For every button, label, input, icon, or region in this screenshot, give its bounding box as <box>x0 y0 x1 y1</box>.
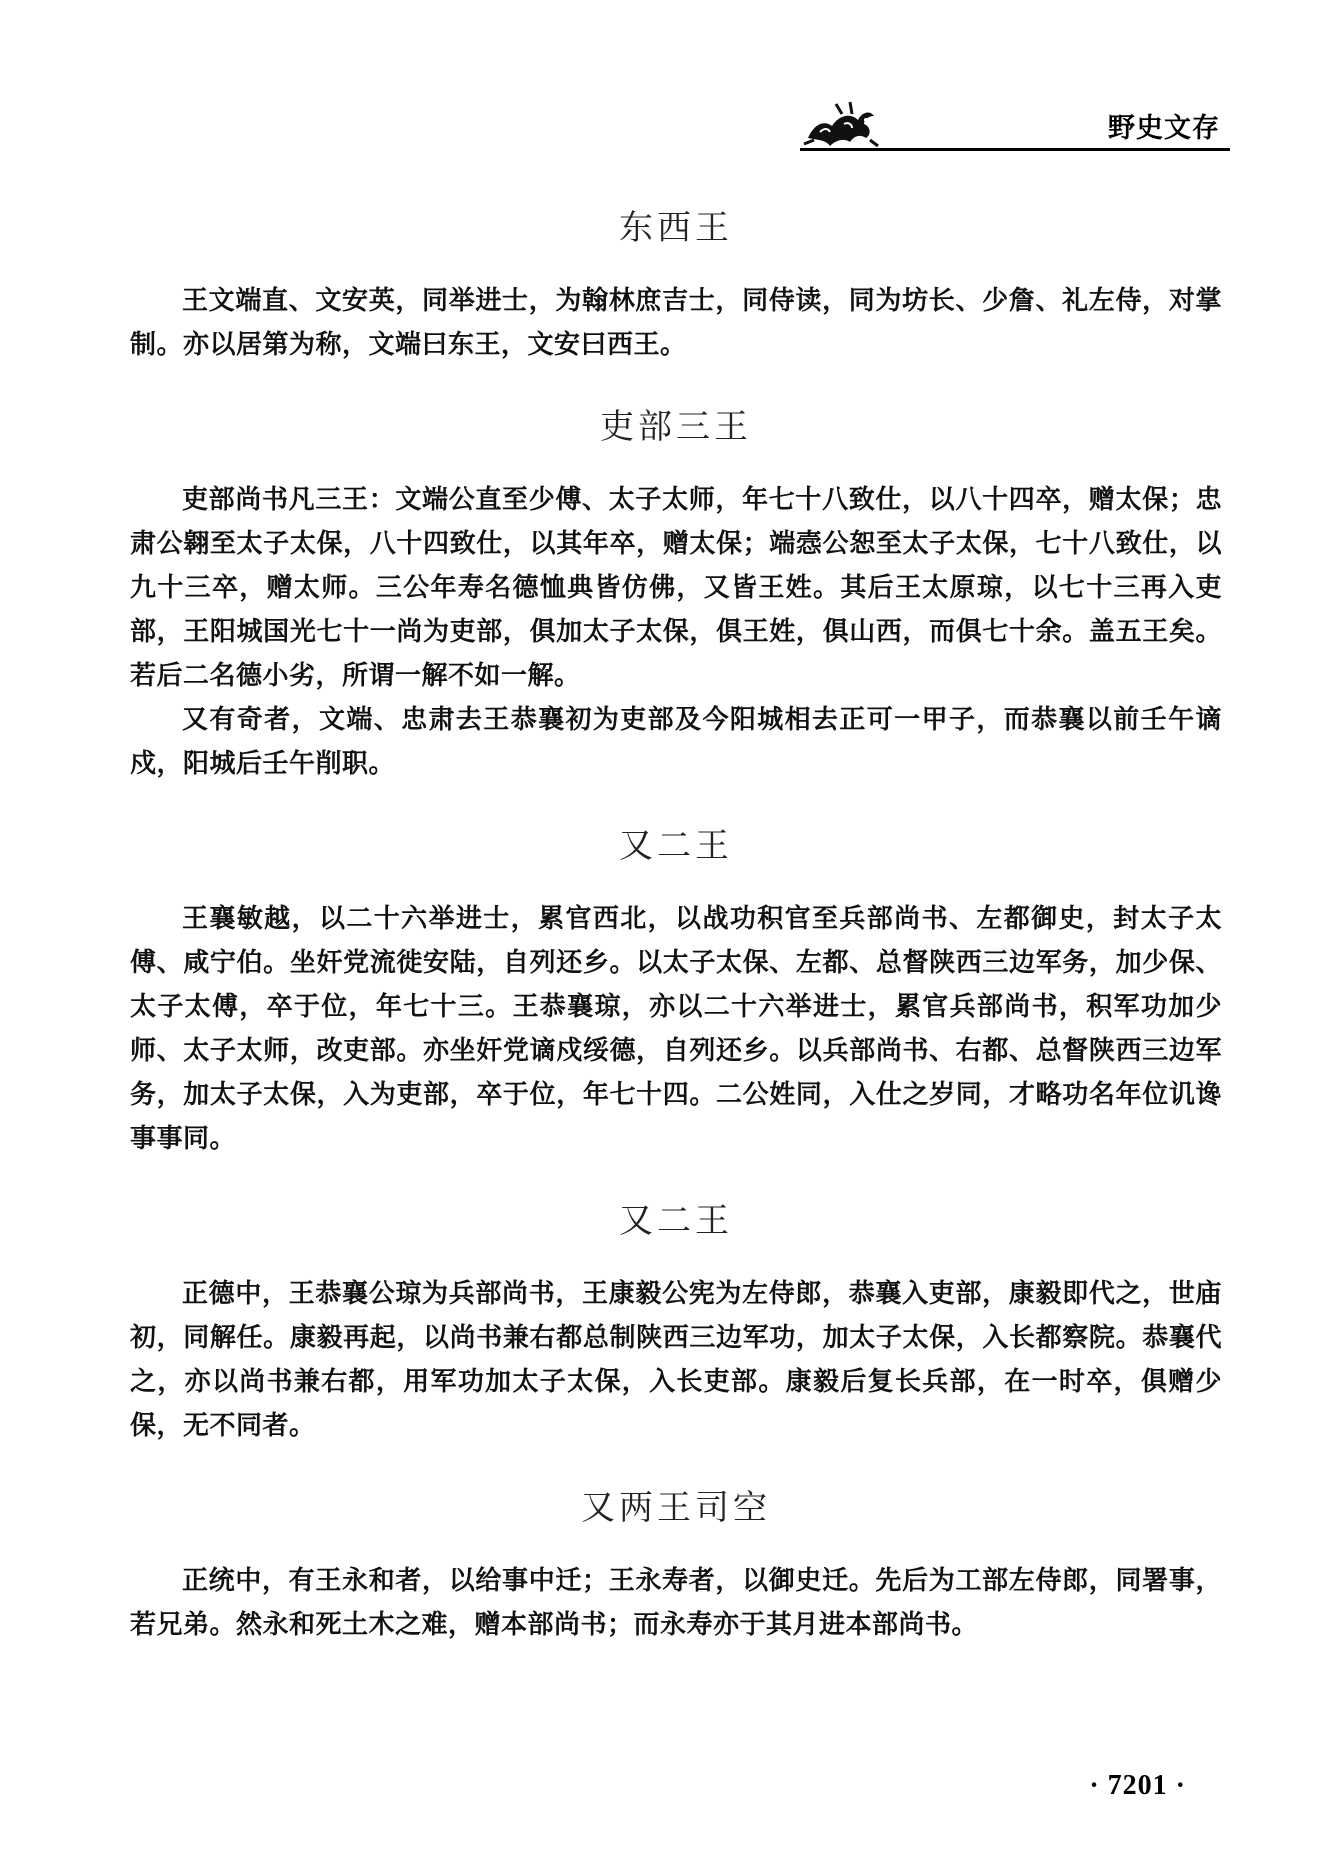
section <box>130 1193 1222 1448</box>
paragraph: 又有奇者，文端、忠肃去王恭襄初为吏部及今阳城相去正可一甲子，而恭襄以前壬午谪戍，阳城后壬午削职。 <box>130 705 1222 779</box>
page-number: · 7201 · <box>1089 1770 1186 1801</box>
paragraph: 正统中，有王永和者，以给事中迁；王永寿者，以御史迁。先后为工部左侍郎，同署事，若兄弟。然永和死土木之难，赠本部尚书；而永寿亦于其月进本部尚书。 <box>130 1566 1222 1640</box>
section <box>130 818 1222 1161</box>
section <box>130 200 1222 367</box>
section <box>130 1480 1222 1647</box>
paragraph: 吏部尚书凡三王：文端公直至少傅、太子太师，年七十八致仕，以八十四卒，赠太保；忠肃公翱至太子太保，八十四致仕，以其年卒，赠太保；端悫公恕至太子太保，七十八致仕，以九十三卒，赠太师。三公年寿名德恤典皆仿佛，又皆王姓。其后王太原琼，以七十三再入吏部，王阳城国光七十一尚为吏部，俱加太子太保，俱王姓，俱山西，而俱七十余。盖五王矣。若后二名德小劣，所谓一解不如一解。 <box>130 485 1222 691</box>
section <box>130 399 1222 786</box>
page-body <box>130 200 1222 1647</box>
book-series-title: 野史文存 <box>1108 113 1220 144</box>
section-title: 东西王 <box>619 208 733 248</box>
section-title: 又二王 <box>619 1201 733 1241</box>
section-title: 吏部三王 <box>600 407 752 447</box>
dragon-emblem-icon <box>800 94 880 154</box>
paragraph: 王文端直、文安英，同举进士，为翰林庶吉士，同侍读，同为坊长、少詹、礼左侍，对掌制。亦以居第为称，文端曰东王，文安曰西王。 <box>130 286 1222 360</box>
paragraph: 王襄敏越，以二十六举进士，累官西北，以战功积官至兵部尚书、左都御史，封太子太傅、咸宁伯。坐奸党流徙安陆，自列还乡。以太子太保、左都、总督陕西三边军务，加少保、太子太傅，卒于位，年七十三。王恭襄琼，亦以二十六举进士，累官兵部尚书，积军功加少师、太子太师，改吏部。亦坐奸党谪戍绥德，自列还乡。以兵部尚书、右都、总督陕西三边军务，加太子太保，入为吏部，卒于位，年七十四。二公姓同，入仕之岁同，才略功名年位讥谗事事同。 <box>130 904 1222 1154</box>
section-title: 又两王司空 <box>581 1488 771 1528</box>
running-header <box>800 86 1230 156</box>
header-rule <box>800 148 1230 151</box>
section-title: 又二王 <box>619 826 733 866</box>
paragraph: 正德中，王恭襄公琼为兵部尚书，王康毅公宪为左侍郎，恭襄入吏部，康毅即代之，世庙初，同解任。康毅再起，以尚书兼右都总制陕西三边军功，加太子太保，入长都察院。恭襄代之，亦以尚书兼右都，用军功加太子太保，入长吏部。康毅后复长兵部，在一时卒，俱赠少保，无不同者。 <box>130 1279 1222 1441</box>
